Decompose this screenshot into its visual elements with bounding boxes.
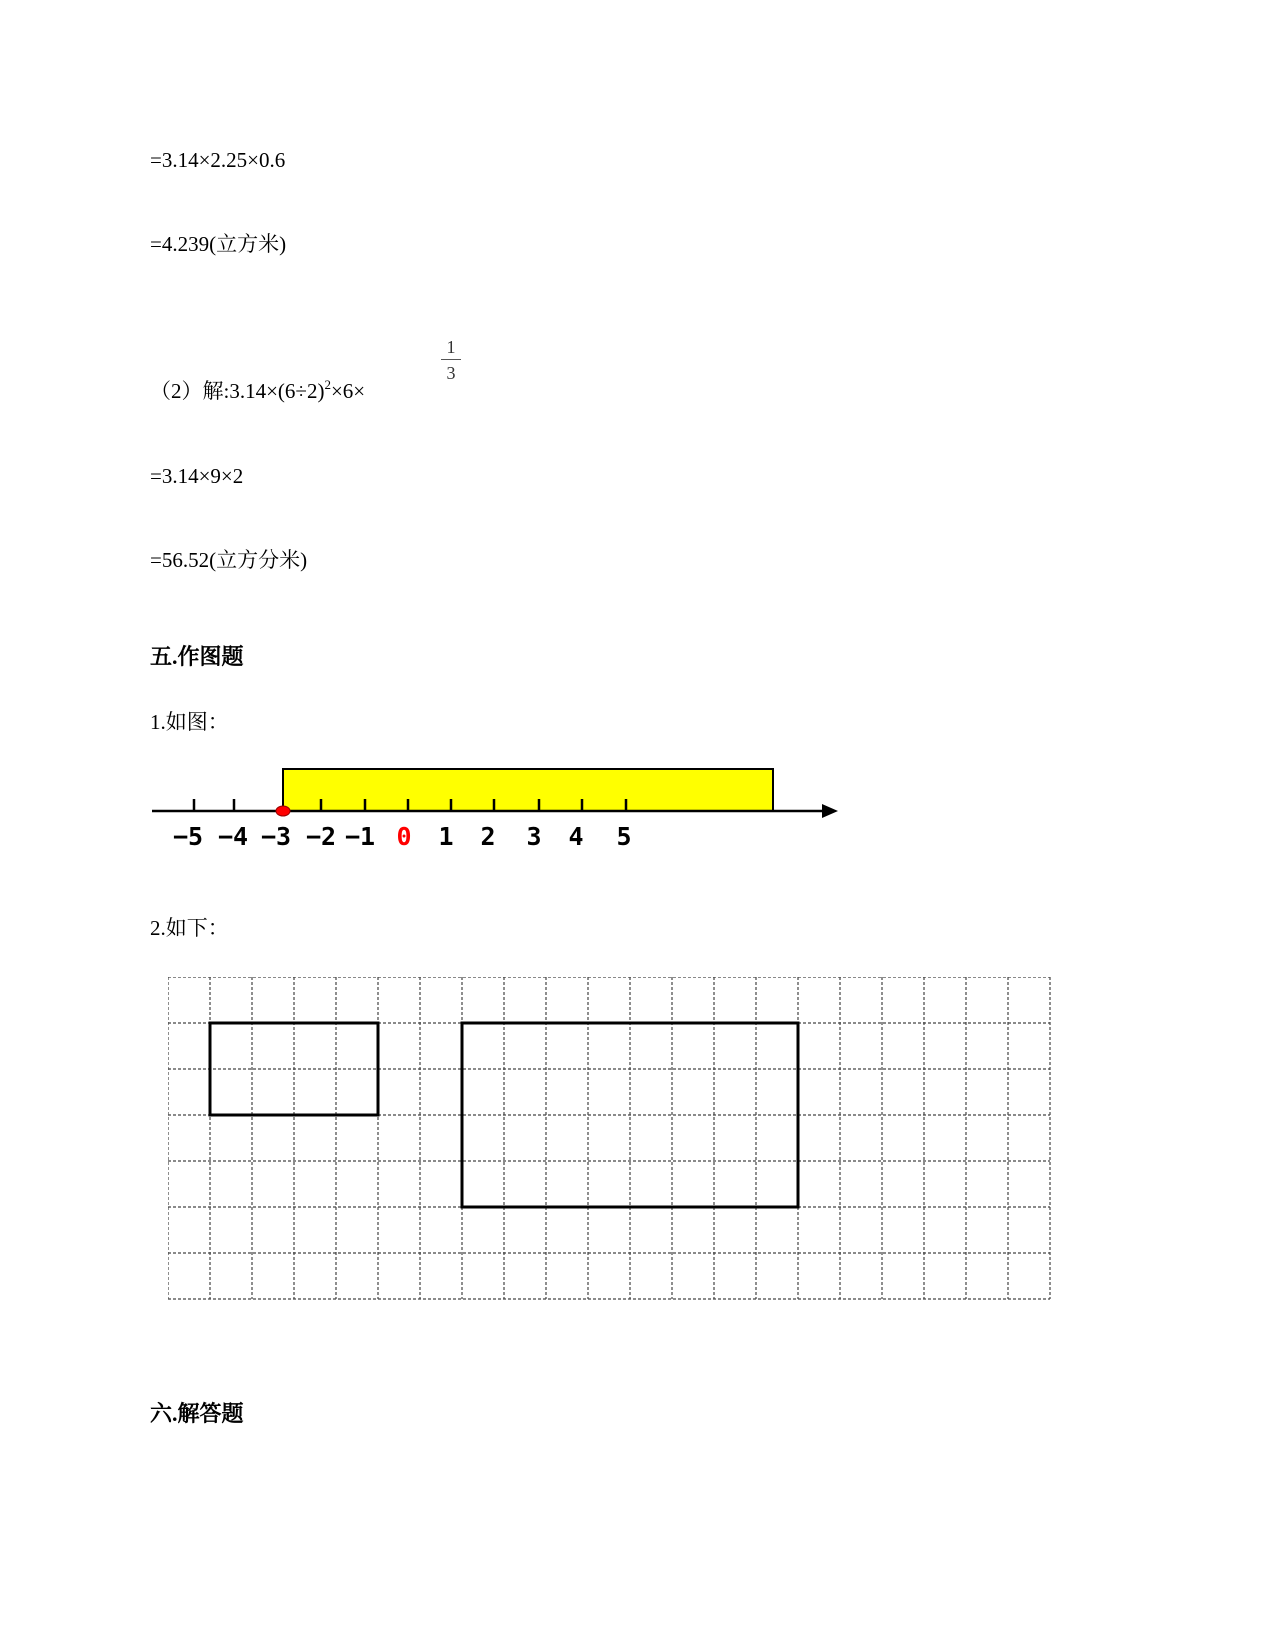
solution-range-highlight bbox=[283, 769, 773, 811]
number-line-tick-label: −4 bbox=[217, 822, 249, 851]
number-line-tick-label: −1 bbox=[344, 822, 376, 851]
fraction-denominator: 3 bbox=[446, 363, 456, 383]
number-line-figure bbox=[148, 758, 848, 868]
solution-2-expression bbox=[150, 377, 366, 403]
solution-1-step-a: =3.14×2.25×0.6 bbox=[150, 148, 286, 172]
number-line-tick-label: 3 bbox=[526, 822, 542, 851]
solution-2-step-a: =3.14×9×2 bbox=[150, 464, 244, 488]
number-line-tick-label: −5 bbox=[172, 822, 204, 851]
item-1-label: 1.如图： bbox=[150, 710, 229, 734]
number-line-tick-label: −3 bbox=[260, 822, 292, 851]
number-line-tick-label: 4 bbox=[568, 822, 584, 851]
fraction-one-third bbox=[441, 338, 461, 382]
section-6-title: 六.解答题 bbox=[150, 1401, 244, 1426]
fraction-numerator: 1 bbox=[446, 337, 456, 357]
number-line-zero-label: 0 bbox=[396, 822, 412, 851]
fraction-bar bbox=[441, 359, 461, 360]
number-line-tick-label: 2 bbox=[480, 822, 496, 851]
item-2-label: 2.如下： bbox=[150, 916, 229, 940]
number-line-arrow bbox=[822, 804, 838, 818]
expression-suffix: ×6× bbox=[330, 379, 366, 403]
expression-prefix: （2）解:3.14×(6÷2) bbox=[150, 379, 325, 403]
number-line-tick-label: 5 bbox=[616, 822, 632, 851]
solution-2-step-b: =56.52(立方分米) bbox=[150, 548, 308, 572]
expression-exponent: 2 bbox=[324, 377, 331, 392]
section-5-title: 五.作图题 bbox=[150, 644, 244, 669]
start-point-marker bbox=[276, 806, 290, 816]
number-line-tick-label: 1 bbox=[438, 822, 454, 851]
solution-1-step-b: =4.239(立方米) bbox=[150, 232, 287, 256]
number-line-tick-label: −2 bbox=[305, 822, 337, 851]
grid-figure bbox=[168, 977, 1078, 1322]
